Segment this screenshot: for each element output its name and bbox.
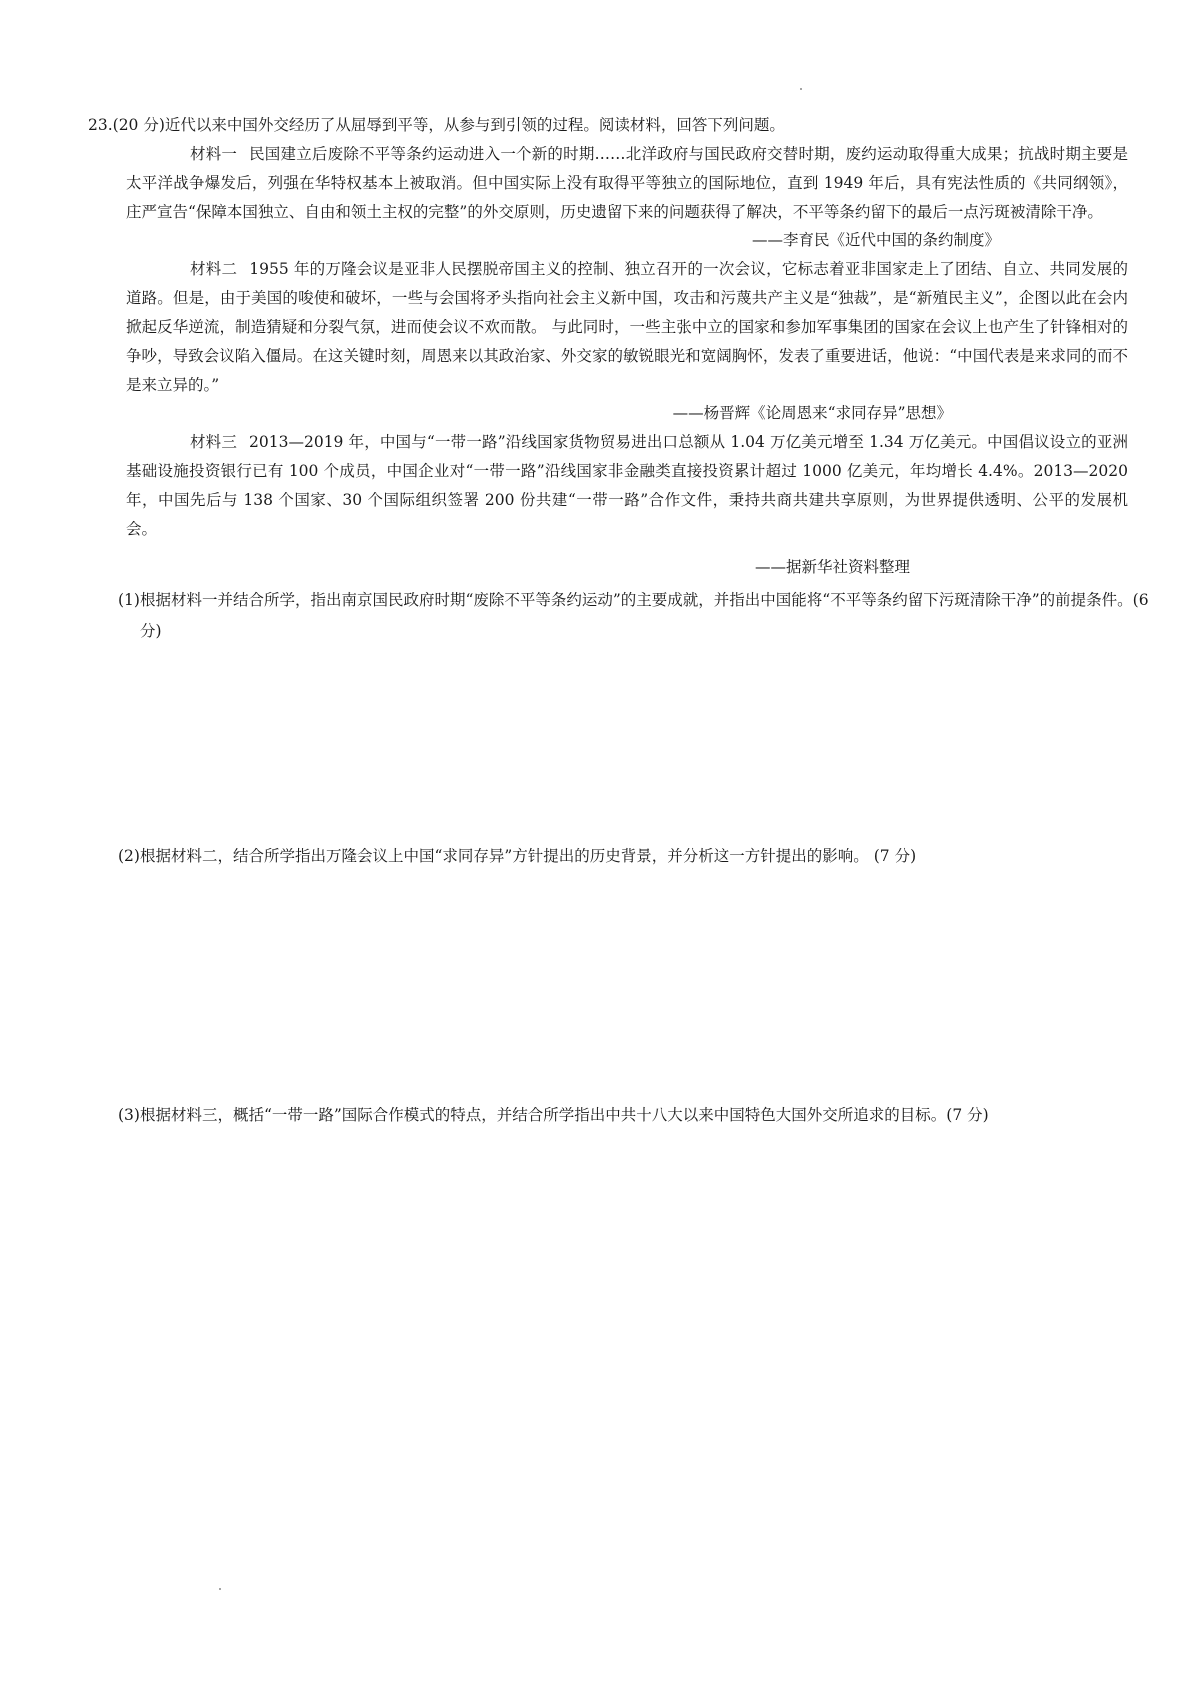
material-3 — [126, 428, 1128, 544]
material-source: ——据新华社资料整理 — [754, 558, 910, 576]
sub-question-2: (2)根据材料二，结合所学指出万隆会议上中国“求同存异”方针提出的历史背景，并分析这一方针提出的影响。 (7 分) — [118, 847, 917, 865]
material-label: 材料三 — [190, 433, 238, 451]
scan-speck — [800, 88, 802, 90]
question-23 — [88, 113, 1149, 1124]
sub-question-3: (3)根据材料三，概括“一带一路”国际合作模式的特点，并结合所学指出中共十八大以来中国特色大国外交所追求的目标。(7 分) — [118, 1106, 989, 1124]
sub-question-1: (1)根据材料一并结合所学，指出南京国民政府时期“废除不平等条约运动”的主要成就，并指出中国能将“不平等条约留下污斑清除干净”的前提条件。(6 分) — [118, 591, 1149, 640]
material-label: 材料二 — [190, 260, 238, 278]
question-header: 23.(20 分)近代以来中国外交经历了从屈辱到平等，从参与到引领的过程。阅读材料，回答下列问题。 — [88, 116, 785, 134]
material-1 — [126, 140, 1128, 227]
material-text: 2013—2019 年，中国与“一带一路”沿线国家货物贸易进出口总额从 1.04 万亿美元增至 1.34 万亿美元。中国倡议设立的亚洲基础设施投资银行已有 100 个成员，中国企业对“一带一路”沿线国家非金融类直接投资累计超过 1000 亿美元，年均增长 4.4%。2013—2020 年，中国先后与 138 个国家、30 个国际组织签署 200 份共建“一带一路”合作文件，秉持共商共建共享原则，为世界提供透明、公平的发展机会。 — [126, 433, 1128, 538]
material-source: ——李育民《近代中国的条约制度》 — [751, 231, 1000, 249]
material-2 — [126, 255, 1128, 400]
material-source: ——杨晋辉《论周恩来“求同存异”思想》 — [672, 404, 952, 422]
material-label: 材料一 — [190, 145, 238, 163]
material-text: 民国建立后废除不平等条约运动进入一个新的时期……北洋政府与国民政府交替时期，废约运动取得重大成果；抗战时期主要是太平洋战争爆发后，列强在华特权基本上被取消。但中国实际上没有取得平等独立的国际地位，直到 1949 年后，具有宪法性质的《共同纲领》，庄严宣告“保障本国独立、自由和领土主权的完整”的外交原则，历史遗留下来的问题获得了解决，不平等条约留下的最后一点污斑被清除干净。 — [126, 145, 1128, 221]
material-text: 1955 年的万隆会议是亚非人民摆脱帝国主义的控制、独立召开的一次会议，它标志着亚非国家走上了团结、自立、共同发展的道路。但是，由于美国的唆使和破坏，一些与会国将矛头指向社会主义新中国，攻击和污蔑共产主义是“独裁”，是“新殖民主义”，企图以此在会内掀起反华逆流，制造猜疑和分裂气氛，进而使会议不欢而散。 与此同时，一些主张中立的国家和参加军事集团的国家在会议上也产生了针锋相对的争吵，导致会议陷入僵局。在这关键时刻，周恩来以其政治家、外交家的敏锐眼光和宽阔胸怀，发表了重要进话，他说：“中国代表是来求同的而不是来立异的。” — [126, 260, 1128, 394]
scan-speck — [219, 1588, 221, 1590]
